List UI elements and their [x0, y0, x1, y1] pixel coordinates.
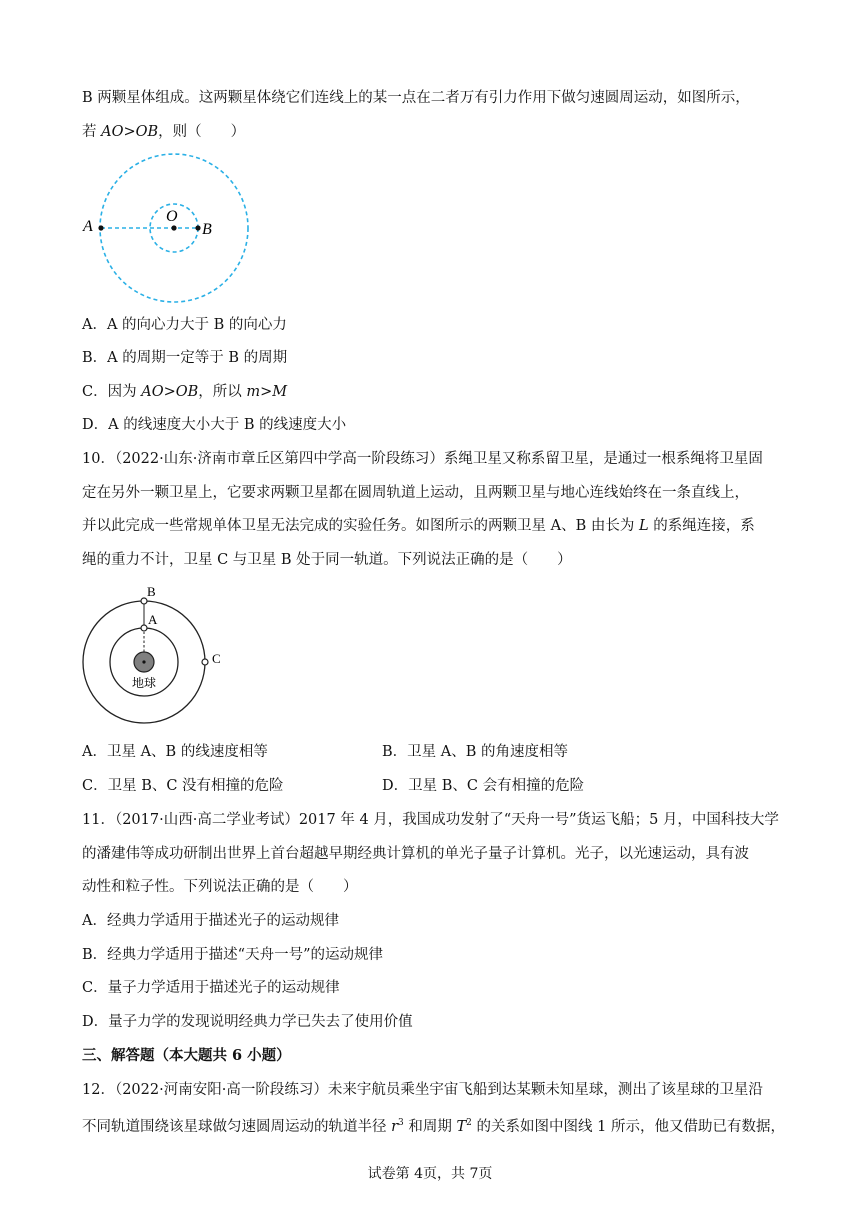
- q9-line2-suffix: ，则（ ）: [158, 124, 246, 140]
- q10-text-line-2: 定在另外一颗卫星上，它要求两颗卫星都在圆周轨道上运动，且两颗卫星与地心连线始终在一条直线上，: [82, 485, 749, 501]
- q11-option-d: D．量子力学的发现说明经典力学已失去了使用价值: [82, 1014, 413, 1030]
- q10-satellite-a: [141, 625, 147, 631]
- q9-text-line-2: [82, 122, 245, 142]
- q11-text-line-2: 的潘建伟等成功研制出世界上首台超越早期经典计算机的单光子量子计算机。光子，以光速运动，具有波: [82, 846, 749, 862]
- q11-text-line-3: 动性和粒子性。下列说法正确的是（ ）: [82, 879, 358, 895]
- q9-option-a: A．A 的向心力大于 B 的向心力: [82, 317, 287, 333]
- q9-option-c-prefix: C．因为: [82, 384, 142, 400]
- q10-text-line-4: 绳的重力不计，卫星 C 与卫星 B 处于同一轨道。下列说法正确的是（ ）: [82, 552, 572, 568]
- q10-option-c: C．卫星 B、C 没有相撞的危险: [82, 778, 284, 794]
- q9-option-c-expr2: m>M: [246, 384, 288, 400]
- q10-line3-suffix: 的系绳连接，系: [648, 518, 755, 534]
- q10-line3-prefix: 并以此完成一些常规单体卫星无法完成的实验任务。如图所示的两颗卫星 A、B 由长为: [82, 518, 639, 534]
- q12-text-line-1: 12．（2022·河南安阳·高一阶段练习）未来宇航员乘坐宇宙飞船到达某颗未知星球，测出了该星球的卫星沿: [82, 1082, 763, 1098]
- q10-line3-variable: L: [638, 518, 649, 534]
- q9-star-a: [98, 225, 103, 230]
- q9-line2-expression: AO>OB: [101, 124, 159, 140]
- q10-text-line-3: [82, 516, 755, 536]
- q12-radius-exponent: 3: [398, 1118, 404, 1128]
- q12-text-line-2: [82, 1113, 785, 1137]
- q10-label-b: B: [147, 584, 156, 599]
- q9-center-o: [171, 225, 176, 230]
- q10-option-a: A．卫星 A、B 的线速度相等: [82, 744, 268, 760]
- q9-option-c-expr1: AO>OB: [141, 384, 199, 400]
- q9-option-c: [82, 382, 287, 402]
- q9-text-line-1: B 两颗星体组成。这两颗星体绕它们连线上的某一点在二者万有引力作用下做匀速圆周运动，如图所示，: [82, 90, 750, 106]
- q9-label-o: O: [166, 208, 178, 225]
- q11-text-line-1: 11．（2017·山西·高二学业考试）2017 年 4 月，我国成功发射了“天舟一号”货运飞船；5 月，中国科技大学: [82, 812, 779, 828]
- q9-option-b: B．A 的周期一定等于 B 的周期: [82, 350, 288, 366]
- q10-earth-center: [142, 660, 145, 663]
- q11-option-a: A．经典力学适用于描述光子的运动规律: [82, 913, 339, 929]
- q12-line2-prefix: 不同轨道围绕该星球做匀速圆周运动的轨道半径: [82, 1118, 392, 1135]
- q12-radius-symbol: r: [391, 1118, 399, 1135]
- q11-option-c: C．量子力学适用于描述光子的运动规律: [82, 980, 340, 996]
- q10-tether-satellite-figure: [80, 584, 240, 726]
- q9-label-b: B: [202, 221, 212, 238]
- q10-option-d: D．卫星 B、C 会有相撞的危险: [382, 778, 585, 794]
- q9-binary-star-figure: [78, 150, 268, 310]
- q12-line2-middle: 和周期: [403, 1118, 457, 1135]
- q11-option-b: B．经典力学适用于描述“天舟一号”的运动规律: [82, 947, 383, 963]
- q9-line2-prefix: 若: [82, 124, 102, 140]
- q9-label-a: A: [83, 218, 93, 235]
- q9-option-c-middle: ，所以: [198, 384, 247, 400]
- q10-label-c: C: [212, 651, 221, 666]
- q12-line2-suffix: 的关系如图中图线 1 所示，他又借助已有数据，: [471, 1118, 785, 1135]
- q10-text-line-1: 10．（2022·山东·济南市章丘区第四中学高一阶段练习）系绳卫星又称系留卫星，是通过一根系绳将卫星固: [82, 451, 763, 467]
- q12-period-exponent: 2: [466, 1118, 472, 1128]
- section-3-heading: 三、解答题（本大题共 6 小题）: [82, 1047, 291, 1064]
- q10-satellite-c: [202, 659, 208, 665]
- q9-star-b: [195, 225, 200, 230]
- q10-option-b: B．卫星 A、B 的角速度相等: [382, 744, 568, 760]
- q10-label-earth: 地球: [132, 676, 157, 690]
- q9-option-d: D．A 的线速度大小大于 B 的线速度大小: [82, 417, 347, 433]
- page-footer: 试卷第 4页，共 7页: [367, 1166, 493, 1182]
- q10-label-a: A: [148, 612, 158, 627]
- q12-period-symbol: T: [456, 1118, 467, 1135]
